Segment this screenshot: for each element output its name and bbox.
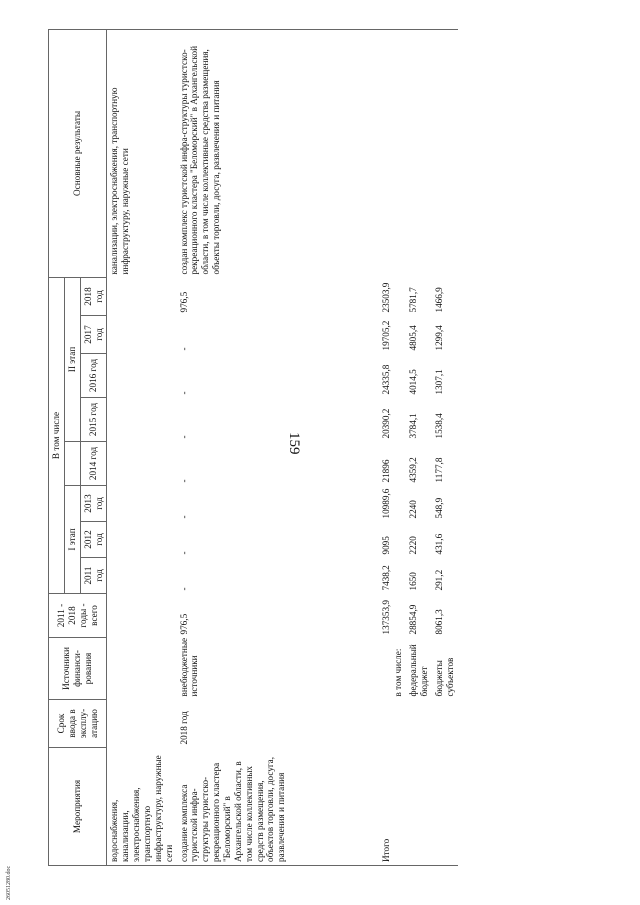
value-cell: 4359,2 (408, 457, 419, 483)
table-row (432, 29, 458, 865)
page-number: 159 (286, 432, 302, 455)
header-year-2012: 2012 год (80, 522, 107, 558)
event-cell: создание комплекса туристской инфра-структуры туристско-рекреационного кластера "Беломорский" в Архангельской области, в том числе коллективных средств размещения, объектов торговли, досуга, развлечения и питания (177, 748, 371, 866)
value-cell: - (178, 551, 189, 555)
header-stage-2: II этап (64, 277, 80, 441)
value-cell: - (178, 391, 189, 395)
header-results: Основные результаты (49, 29, 107, 277)
total-cell: 137353,9 (380, 600, 391, 635)
value-cell: 3784,1 (408, 413, 419, 439)
value-cell: 976,5 (178, 291, 189, 313)
value-cell: - (178, 587, 189, 591)
value-cell: 1466,9 (434, 287, 445, 313)
header-year-2015: 2015 год (80, 398, 107, 442)
value-cell: - (178, 479, 189, 483)
result-cell: канализации, электроснабжения, транспортную инфраструктуру, наружные сети (107, 29, 177, 277)
value-cell: - (178, 435, 189, 439)
header-events: Мероприятия (49, 748, 107, 866)
header-year-2017: 2017 год (80, 316, 107, 354)
value-cell: 24335,8 (380, 364, 391, 395)
commissioning-cell: 2018 год (178, 711, 189, 745)
header-stage-1: I этап (64, 486, 80, 594)
value-cell: 4805,4 (408, 325, 419, 351)
source-cell: внебюджетные источники (178, 637, 200, 697)
table-row (406, 29, 432, 865)
value-cell: 19705,2 (380, 320, 391, 351)
table-row (371, 29, 394, 865)
source-cell: федеральный бюджет (408, 644, 430, 697)
value-cell: 23503,9 (380, 282, 391, 313)
value-cell: 7438,2 (380, 565, 391, 591)
total-cell: 28854,9 (408, 604, 419, 635)
header-year-2016: 2016 год (80, 354, 107, 398)
value-cell: 548,9 (434, 497, 445, 519)
value-cell: 1650 (408, 572, 419, 591)
value-cell: 291,2 (434, 569, 445, 591)
value-cell: 21896 (380, 459, 391, 483)
value-cell: 5781,7 (408, 287, 419, 313)
footer-filename: 26051280.doc (6, 865, 12, 900)
table-row (177, 29, 371, 865)
header-year-2011: 2011 год (80, 558, 107, 594)
table-row (393, 29, 406, 865)
rotated-table-container (48, 30, 628, 866)
header-in-total: В том числе (49, 277, 65, 593)
event-cell: водоснабжения, канализации, электроснабжения, транспортную инфраструктуру, наружные сети (107, 748, 177, 866)
header-commissioning: Срок ввода в эксплу-атацию (49, 700, 107, 748)
result-cell: создан комплекс туристской инфра-структуры туристско-рекреационного кластера "Беломорский" в Архангельской области, в том числе коллективные средства размещения, объекты торговли, досуга, развлечения и питания (177, 29, 371, 277)
value-cell: 1177,8 (434, 457, 445, 483)
header-sources: Источники финанси-рования (49, 638, 107, 700)
header-year-2018: 2018 год (80, 277, 107, 315)
value-cell: 1538,4 (434, 413, 445, 439)
table-row (107, 29, 177, 865)
value-cell: 1299,4 (434, 325, 445, 351)
source-cell: бюджеты субъектов (434, 657, 455, 697)
value-cell: - (178, 515, 189, 519)
value-cell: 1307,1 (434, 369, 445, 395)
value-cell: 10989,6 (380, 488, 391, 519)
program-financing-table (48, 29, 458, 866)
value-cell: 431,6 (434, 533, 445, 555)
value-cell: 9095 (380, 536, 391, 555)
total-cell: 976,5 (178, 613, 189, 635)
header-total-period: 2011 - 2018 годы - всего (49, 594, 107, 638)
value-cell: 4014,5 (408, 369, 419, 395)
header-year-2013: 2013 год (80, 486, 107, 522)
value-cell: 20390,2 (380, 408, 391, 439)
value-cell: - (178, 347, 189, 351)
value-cell: 2220 (408, 536, 419, 555)
total-cell: 8061,3 (434, 609, 445, 635)
value-cell: 2240 (408, 500, 419, 519)
including-label: в том числе: (393, 648, 404, 697)
event-cell: Итого (371, 748, 394, 866)
header-year-2014: 2014 год (80, 442, 107, 486)
